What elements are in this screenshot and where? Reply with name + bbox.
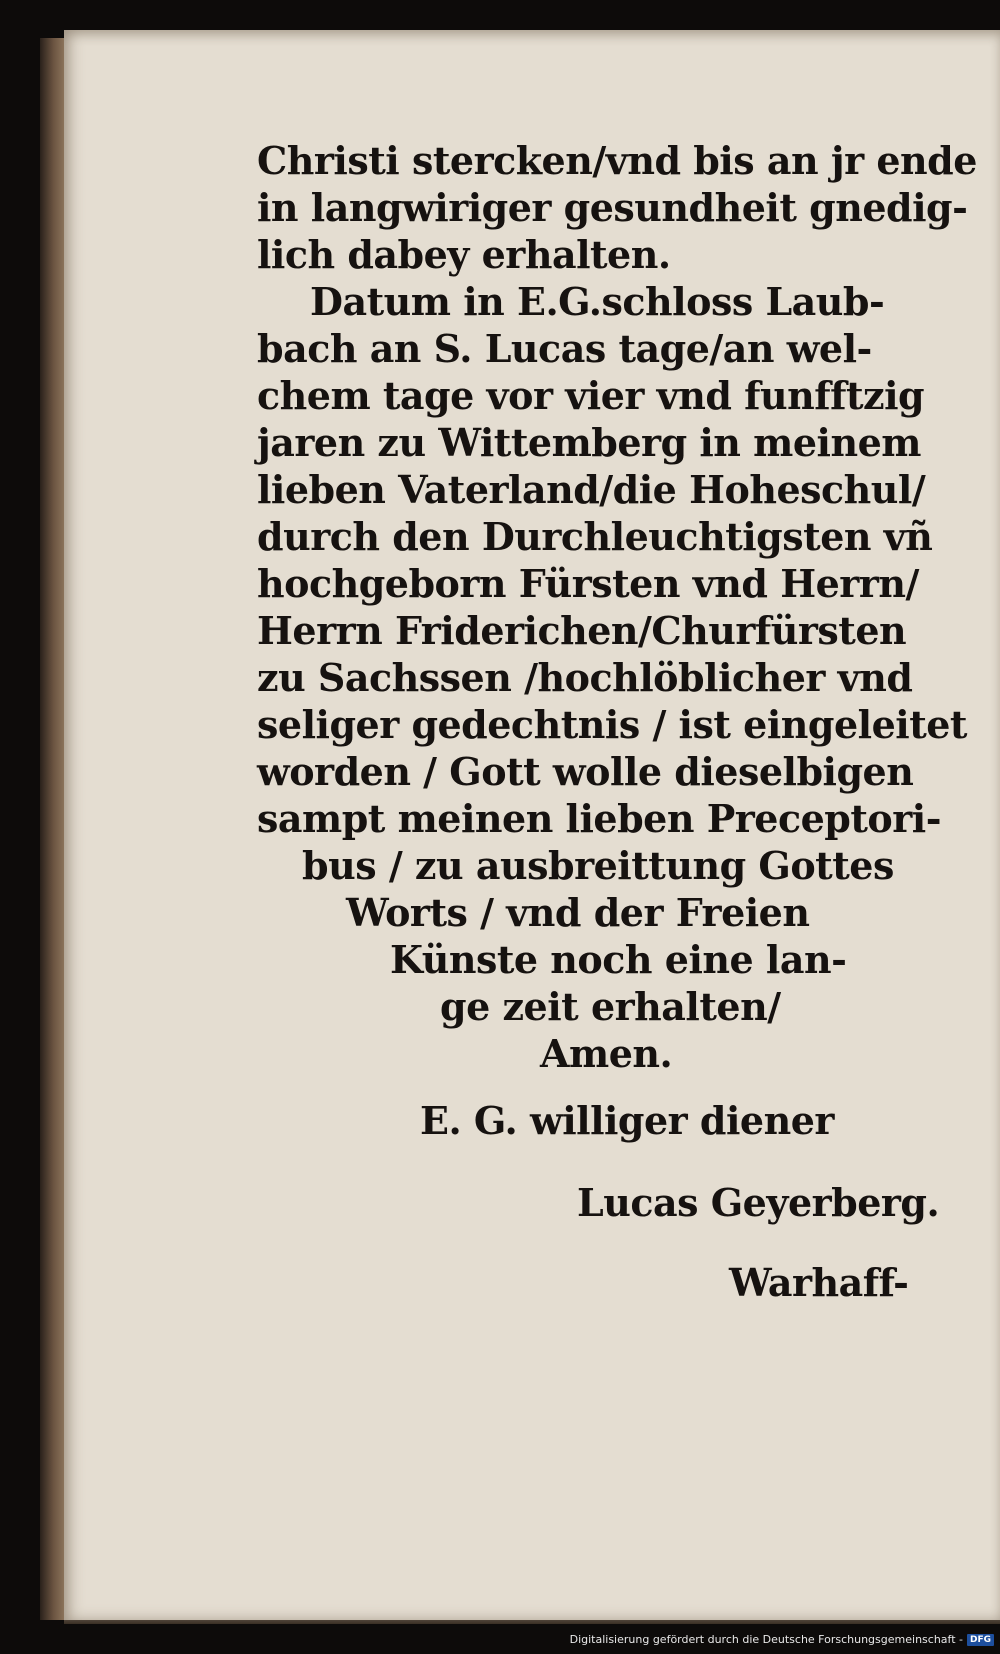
- closing-line: E. G. williger diener: [420, 1098, 834, 1143]
- text-line: Christi stercken/vnd bis an jr ende: [257, 138, 977, 183]
- text-line: sampt meinen lieben Preceptori-: [257, 796, 941, 841]
- text-line: hochgeborn Fürsten vnd Herrn/: [257, 561, 919, 606]
- text-line: chem tage vor vier vnd funfftzig: [257, 373, 925, 418]
- text-line: Amen.: [540, 1031, 673, 1076]
- signature: Lucas Geyerberg.: [577, 1180, 940, 1225]
- page-text: [64, 30, 1000, 1620]
- text-line: seliger gedechtnis / ist eingeleitet: [257, 702, 967, 747]
- digitization-credit: [570, 1633, 994, 1646]
- text-line: bus / zu ausbreittung Gottes: [302, 843, 894, 888]
- text-line: lieben Vaterland/die Hoheschul/: [257, 467, 926, 512]
- text-line: in langwiriger gesundheit gnedig-: [257, 185, 968, 230]
- text-line: Worts / vnd der Freien: [346, 890, 810, 935]
- text-line: zu Sachssen /hochlöblicher vnd: [257, 655, 913, 700]
- book-page: [64, 30, 1000, 1620]
- text-line: Künste noch eine lan-: [390, 937, 847, 982]
- text-line: jaren zu Wittemberg in meinem: [257, 420, 921, 465]
- text-line: ge zeit erhalten/: [440, 984, 781, 1029]
- dfg-logo: DFG: [967, 1634, 994, 1646]
- text-line: Herrn Friderichen/Churfürsten: [257, 608, 907, 653]
- text-line: worden / Gott wolle dieselbigen: [257, 749, 914, 794]
- catchword: Warhaff-: [729, 1260, 909, 1305]
- credit-text: Digitalisierung gefördert durch die Deutsche Forschungsgemeinschaft -: [569, 1633, 963, 1646]
- text-line: bach an S. Lucas tage/an wel-: [257, 326, 872, 371]
- text-line: durch den Durchleuchtigsten vñ: [257, 514, 933, 559]
- text-line: Datum in E.G.schloss Laub-: [310, 279, 885, 324]
- text-line: lich dabey erhalten.: [257, 232, 671, 277]
